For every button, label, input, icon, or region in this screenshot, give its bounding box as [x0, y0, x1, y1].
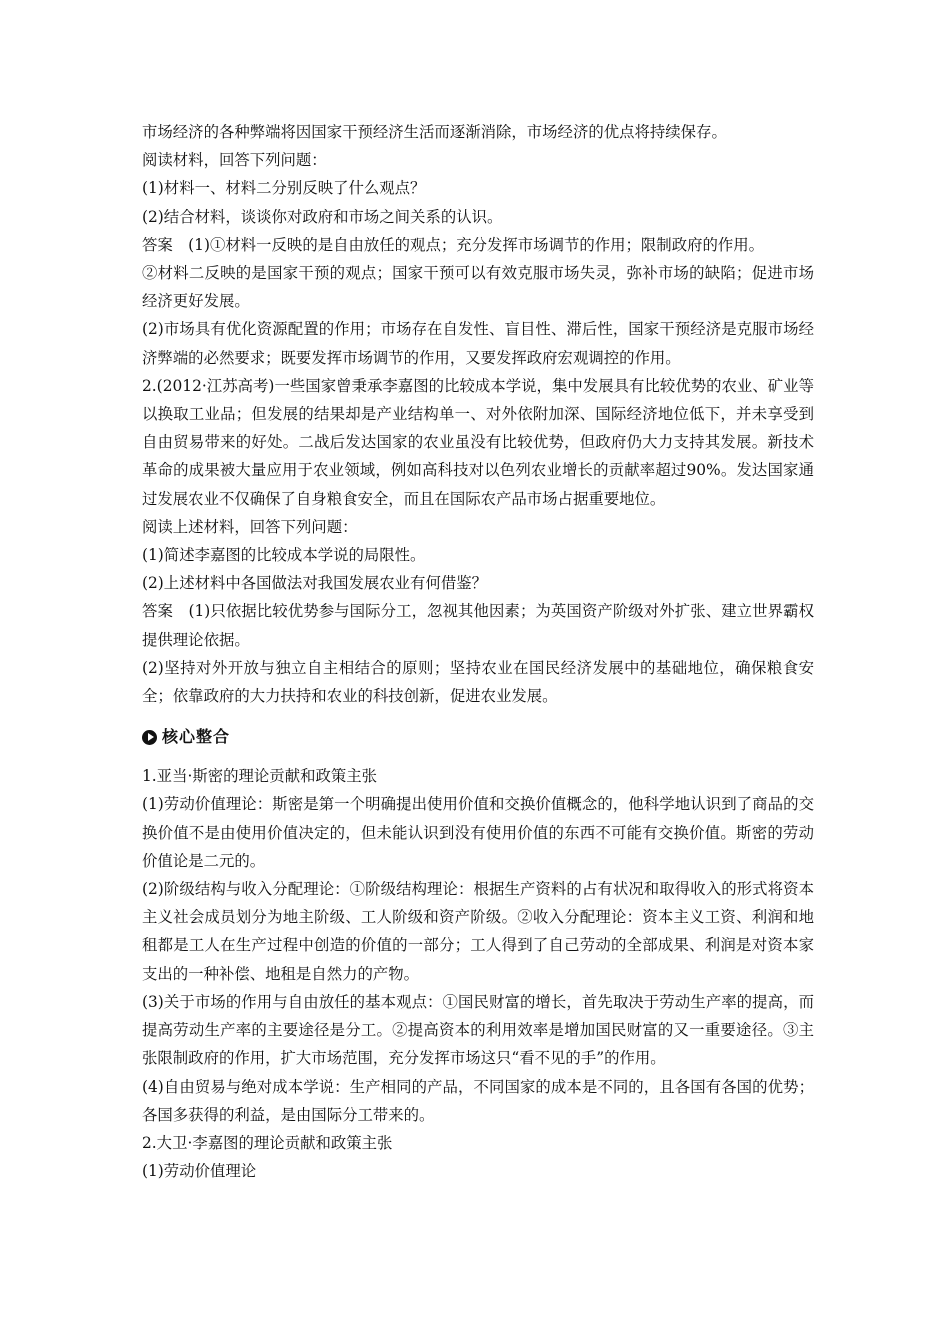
- core-summary-section: [142, 762, 814, 1185]
- question-2-material: 2.(2012·江苏高考)一些国家曾秉承李嘉图的比较成本学说，集中发展具有比较优势的农业、矿业等以换取工业品；但发展的结果却是产业结构单一、对外依附加深、国际经济地位低下，并未享受到自由贸易带来的好处。二战后发达国家的农业虽没有比较优势，但政府仍大力支持其发展。新技术革命的成果被大量应用于农业领域，例如高科技对以色列农业增长的贡献率超过90%。发达国家通过发展农业不仅确保了自身粮食安全，而且在国际农产品市场占据重要地位。: [142, 376, 814, 508]
- question-section: [142, 118, 814, 710]
- question-1-2: (2)结合材料，谈谈你对政府和市场之间关系的认识。: [142, 207, 503, 226]
- reading-instruction: 阅读材料，回答下列问题：: [142, 151, 327, 170]
- smith-market-laissez-faire: (3)关于市场的作用与自由放任的基本观点：①国民财富的增长，首先取决于劳动生产率的提高，而提高劳动生产率的主要途径是分工。②提高资本的利用效率是增加国民财富的又一重要途径。③主张限制政府的作用，扩大市场范围，充分发挥市场这只“看不见的手”的作用。: [142, 992, 814, 1068]
- play-circle-icon: [142, 730, 157, 745]
- section-heading: [142, 722, 814, 752]
- question-2-2: (2)上述材料中各国做法对我国发展农业有何借鉴？: [142, 574, 488, 593]
- ricardo-labor-value-theory: (1)劳动价值理论: [142, 1162, 257, 1181]
- answer-1-part-2: (2)市场具有优化资源配置的作用；市场存在自发性、盲目性、滞后性，国家干预经济是克服市场经济弊端的必然要求；既要发挥市场调节的作用，又要发挥政府宏观调控的作用。: [142, 320, 814, 367]
- reading-instruction-2: 阅读上述材料，回答下列问题：: [142, 517, 358, 536]
- smith-free-trade-absolute-cost: (4)自由贸易与绝对成本学说：生产相同的产品，不同国家的成本是不同的，且各国有各国的优势；各国多获得的利益，是由国际分工带来的。: [142, 1077, 814, 1124]
- answer-2-part-1: 答案 (1)只依据比较优势参与国际分工，忽视其他因素；为英国资产阶级对外扩张、建立世界霸权提供理论依据。: [142, 602, 814, 649]
- smith-class-distribution-theory: (2)阶级结构与收入分配理论：①阶级结构理论：根据生产资料的占有状况和取得收入的形式将资本主义社会成员划分为地主阶级、工人阶级和资产阶级。②收入分配理论：资本主义工资、利润和地租都是工人在生产过程中创造的价值的一部分；工人得到了自己劳动的全部成果、利润是对资本家支出的一种补偿、地租是自然力的产物。: [142, 880, 814, 983]
- answer-2-part-2: (2)坚持对外开放与独立自主相结合的原则；坚持农业在国民经济发展中的基础地位，确保粮食安全；依靠政府的大力扶持和农业的科技创新，促进农业发展。: [142, 658, 814, 706]
- material-conclusion-text: 市场经济的各种弊端将因国家干预经济生活而逐渐消除，市场经济的优点将持续保存。: [142, 123, 727, 141]
- document-body: [142, 118, 814, 1185]
- section-title: 核心整合: [162, 727, 231, 747]
- topic-david-ricardo: 2.大卫·李嘉图的理论贡献和政策主张: [142, 1133, 393, 1152]
- answer-1-part-1-cont: ②材料二反映的是国家干预的观点；国家干预可以有效克服市场失灵，弥补市场的缺陷；促进市场经济更好发展。: [142, 264, 814, 311]
- question-2-1: (1)简述李嘉图的比较成本学说的局限性。: [142, 546, 426, 565]
- smith-labor-value-theory: (1)劳动价值理论：斯密是第一个明确提出使用价值和交换价值概念的，他科学地认识到了商品的交换价值不是由使用价值决定的，但未能认识到没有使用价值的东西不可能有交换价值。斯密的劳动价值论是二元的。: [142, 795, 814, 870]
- question-1-1: (1)材料一、材料二分别反映了什么观点？: [142, 179, 426, 198]
- topic-adam-smith: 1.亚当·斯密的理论贡献和政策主张: [142, 767, 378, 786]
- answer-1-part-1: 答案 (1)①材料一反映的是自由放任的观点；充分发挥市场调节的作用；限制政府的作用。: [142, 235, 765, 254]
